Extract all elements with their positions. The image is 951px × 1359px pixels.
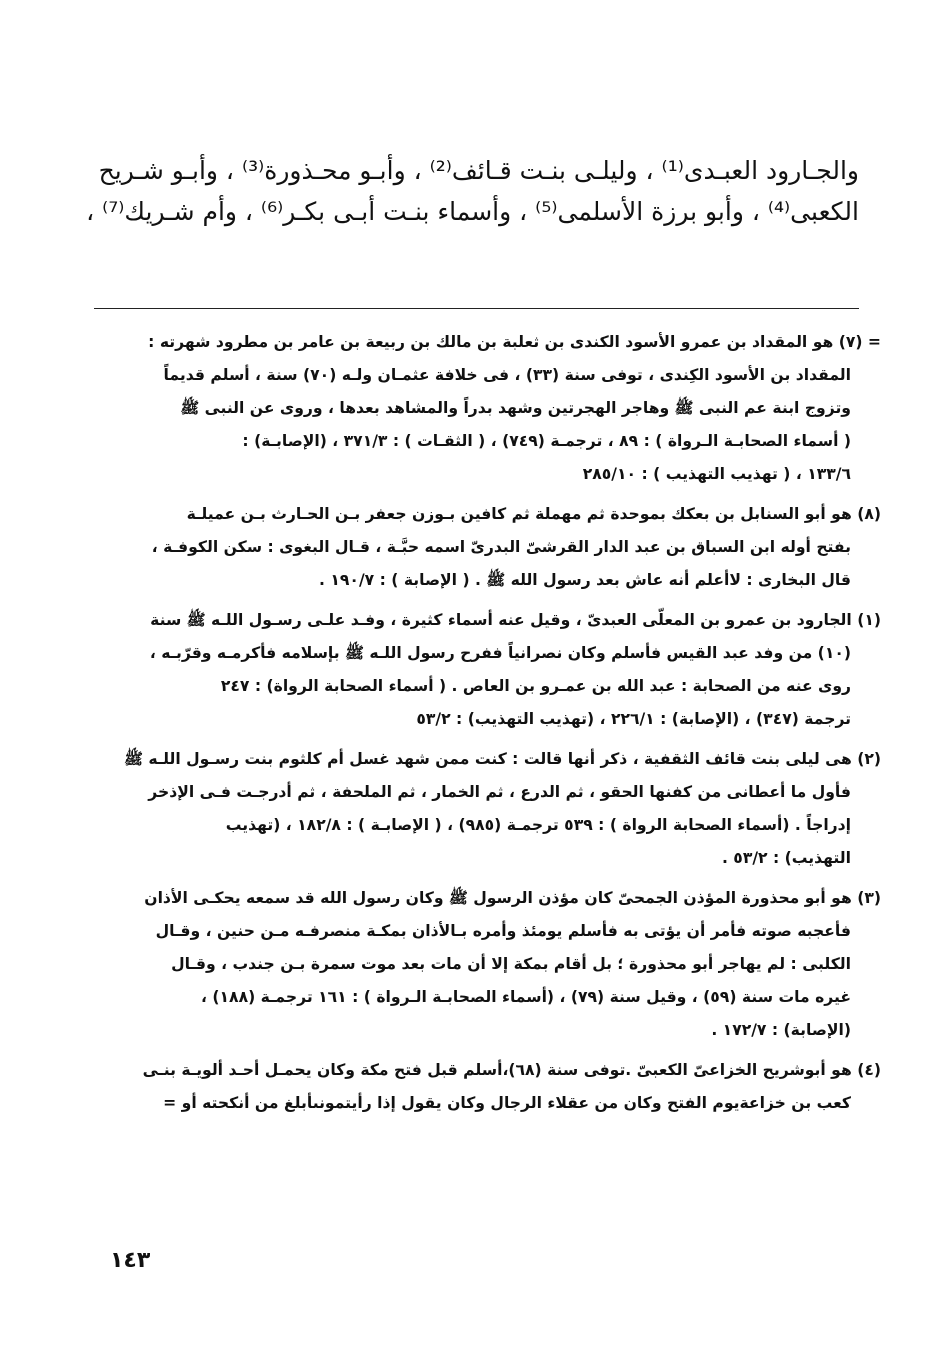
footnote-line: (٨) هو أبو السنابل بن بعكك بموحدة ثم مهملة ثم كافين بـوزن جعفر بـن الحـارث بـن عميلـة: [186, 505, 881, 523]
footnote-line: غيره مات سنة (٥٩) ، وقيل سنة (٧٩) ، (أسماء الصحابـة الـرواة ) : ١٦١ ترجمـة (١٨٨) ،: [201, 988, 851, 1006]
footnote-line: كعب بن خزاعةيوم الفتح وكان من عقلاء الرجال وكان يقول إذا رأيتمونىأبلغ من أنكحته أو =: [163, 1094, 851, 1112]
footnote-line: فأول ما أعطانى من كفنها الحقو ، ثم الدرع ، ثم الخمار ، ثم الملحفة ، ثم أدرجـت فـى الإذخر: [148, 783, 851, 801]
footnote-line: روى عنه من الصحابة : عبد الله بن عمـرو بن العاص . ( أسماء الصحابة الرواة) : ٢٤٧: [220, 677, 851, 695]
footnote-line: بفتح أوله ابن السباق بن عبد الدار القرشىّ البدرىّ اسمه حبَّـة ، قـال البغوى : سكن الكوفـة ،: [151, 538, 851, 556]
footnote-1: [81, 604, 881, 736]
footnote-line: (١٠) من وفد عبد القيس فأسلم وكان نصرانياً ففرح رسول اللـه ﷺ بإسلامه فأكرمـه وقرّبـه ،: [149, 644, 851, 662]
footnote-line: ( أسماء الصحابـة الـرواة ) : ٨٩ ، ترجمـة (٧٤٩) ، ( الثقـات ) : ٣٧١/٣ ، (الإصابـة) :: [242, 432, 851, 450]
footnote-line: = (٧) هو المقداد بن عمرو الأسود الكندى بن ثعلبة بن مالك بن ربيعة بن عامر بن مطرود شهرته :: [148, 333, 881, 351]
footnote-line: الكلبى : لم يهاجر أبو محذورة ؛ بل أقام بمكة إلا أن مات بعد موت سمرة بـن جندب ، وقـال: [171, 955, 851, 973]
footnote-line: التهذيب) : ٥٣/٢ .: [721, 849, 851, 867]
footnote-2: [81, 743, 881, 875]
footnote-7: [81, 326, 881, 491]
footnote-line: ١٣٣/٦ ، ( تهذيب التهذيب ) : ٢٨٥/١٠: [582, 465, 851, 483]
footnote-line: (٣) هو أبو محذورة المؤذن الجمحىّ كان مؤذن الرسول ﷺ وكان رسول الله قد سمعه يحكـى الأذان: [144, 889, 881, 907]
footnote-4: [81, 1054, 881, 1120]
main-text-line: والجـارود العبـدى⁽¹⁾ ، وليلـى بنـت قـائف⁽²⁾ ، وأبـو محـذورة⁽³⁾ ، وأبـو شـريح: [98, 156, 859, 185]
footnote-line: المقداد بن الأسود الكِندى ، توفى سنة (٣٣) ، فى خلافة عثمـان ولـه (٧٠) سنة ، أسلم قديماً: [163, 366, 851, 384]
footnote-line: وتزوج ابنة عم النبى ﷺ وهاجر الهجرتين وشهد بدراً والمشاهد بعدها ، وروى عن النبى ﷺ: [180, 399, 851, 417]
footnote-line: (٤) هو أبوشريح الخزاعىّ الكعبىّ .توفى سنة (٦٨)،أسلم قبل فتح مكة وكان يحمـل أحـد ألويـة بنـى: [142, 1061, 881, 1079]
footnote-line: إدراجاً . (أسماء الصحابة الرواة ) : ٥٣٩ ترجمـة (٩٨٥) ، ( الإصابـة ) : ١٨٢/٨ ، (تهذيب: [225, 816, 851, 834]
page-number: ١٤٣: [110, 1248, 151, 1273]
footnotes: [81, 326, 881, 1127]
footnote-separator: [94, 308, 859, 309]
footnote-line: (الإصابة) : ١٧٢/٧ .: [711, 1021, 851, 1039]
footnote-line: قال البخارى : لاأعلم أنه عاش بعد رسول الله ﷺ . ( الإصابة ) : ١٩٠/٧ .: [319, 571, 851, 589]
footnote-line: فأعجبه صوته فأمر أن يؤتى به فأسلم يومئذ وأمره بـالأذان بمكـة منصرفـه مـن حنين ، وقـال: [155, 922, 851, 940]
footnote-line: ترجمة (٣٤٧) ، (الإصابة) : ٢٢٦/١ ، (تهذيب التهذيب) : ٥٣/٢: [416, 710, 851, 728]
main-text: [86, 150, 859, 232]
footnote-3: [81, 882, 881, 1047]
footnote-line: (٢) هى ليلى بنت قائف الثقفية ، ذكر أنها قالت : كنت ممن شهد غسل أم كلثوم بنت رسـول اللـه ﷺ: [124, 750, 881, 768]
main-text-line: الكعبى⁽⁴⁾ ، وأبو برزة الأسلمى⁽⁵⁾ ، وأسماء بنـت أبـى بكـر⁽⁶⁾ ، وأم شـريك⁽⁷⁾ ،: [86, 197, 859, 226]
footnote-line: (١) الجارود بن عمرو بن المعلّى العبدىّ ، وقيل عنه أسماء كثيرة ، وفـد علـى رسـول اللـه ﷺ سنة: [150, 611, 881, 629]
footnote-8: [81, 498, 881, 597]
